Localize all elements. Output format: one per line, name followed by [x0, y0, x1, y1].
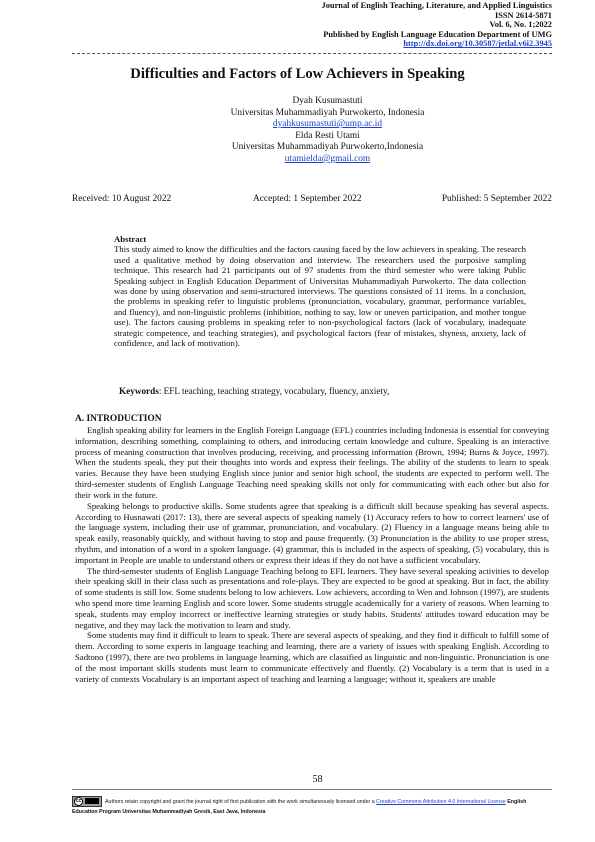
volume-issue: Vol. 6, No. 1;2022 — [489, 20, 552, 30]
issn: ISSN 2614-5871 — [494, 10, 552, 20]
doi-link[interactable]: http://dx.doi.org/10.30587/jetlal.v6i2.3945 — [403, 39, 552, 49]
publisher: Published by English Language Education Department of UMG — [323, 29, 552, 39]
section-heading: A. INTRODUCTION — [75, 414, 162, 424]
abstract — [114, 234, 526, 348]
author-email-link[interactable]: utamielda@gmail.com — [284, 153, 371, 164]
paragraph: Speaking belongs to productive skills. Some students agree that speaking is a difficult skill because speaking has several aspects. According to Husnawati (2017: 13), there are several aspects of speaking namely (1) Accuracy refers to how to correct learners' use of the language system, including their use of grammar, pronunciation, and vocabulary. (2) Fluency in a language means being able to speak easily, reasonably quickly, and without having to stop and pause frequently. (3) Pronunciation is the ability to use proper stress, rhythm, and intonation of a word in a spoken language. (4) grammar, this is included in the aspects of speaking, (5) vocabulary, this is important in People are unable to understand others or express their ideas if they do not have a sufficient vocabulary. — [75, 500, 549, 565]
header-divider — [72, 53, 552, 54]
license-footer — [72, 796, 552, 817]
paragraph: The third-semester students of English Language Teaching belong to EFL learners. They have several speaking activities to develop their speaking skill in their class such as presentations and role-plays. They are expected to be good at speaking. But in fact, the ability of some students is still low. Some students belong to low achievers. Low achievers, according to Wen and Johnson (1997), are students who spend more time learning English and score lower. Some students struggle academically for a variety of reasons. When learning to speak, students may employ incorrect or ineffective learning strategies or study habits. Students' attitudes toward education may be negative, and they may lack the motivation to learn and study. — [75, 565, 549, 630]
author-name: Dyah Kusumastuti — [292, 96, 363, 106]
keywords-text: : EFL teaching, teaching strategy, vocabulary, fluency, anxiety, — [158, 386, 390, 396]
journal-name: Journal of English Teaching, Literature, and Applied Linguistics — [321, 1, 552, 10]
paragraph: Some students may find it difficult to learn to speak. There are several aspects of speaking, and they find it difficult to fulfill some of them. According to some experts in language teaching and learning, there are a variety of issues with speaking English. According to Sadtono (1997), there are two problems in language learning, which are classified as linguistic and non-linguistic. Pronunciation is one of the most important skills students must learn to communicate effectively and fluently. (2) Vocabulary is a term that is used in a variety of contexts Vocabulary is an important aspect of teaching and learning a language; without it, speakers are unable — [75, 630, 549, 684]
paper-title: Difficulties and Factors of Low Achievers in Speaking — [130, 66, 465, 82]
published-date: Published: 5 September 2022 — [441, 194, 552, 204]
author-name: Elda Resti Utami — [295, 130, 360, 141]
received-date: Received: 10 August 2022 — [72, 194, 172, 204]
author-affiliation: Universitas Muhammadiyah Purwokerto,Indonesia — [231, 142, 424, 153]
abstract-heading: Abstract — [114, 234, 147, 244]
journal-header — [322, 1, 552, 49]
keywords — [119, 386, 389, 396]
license-link[interactable]: Creative Commons Attribution 4.0 International License — [376, 798, 506, 805]
paragraph: English speaking ability for learners in the English Foreign Language (EFL) countries including Indonesia is essential for conveying information, describing something, complaining to others, and introducing certain knowledge and culture. Speaking is an interactive process of meaning construction that involves producing, receiving, and processing information (Brown, 1994; Burns & Joyce, 1997). When the students speak, they put their thoughts into words and express their feelings. The ability of the students to learn to speak varies. Because they have been studying English since junior and senior high school, the students are expected to perform well. The third-semester students of English Language Teaching need speaking skills not only for communicating with each other but also for their work in the future. — [75, 425, 549, 500]
abstract-text: This study aimed to know the difficulties and the factors causing faced by the low achievers in speaking. The research used a qualitative method by doing observation and interview. The researchers used the purposive sampling technique. This research had 21 participants out of 97 students from the third semester who were taking Public Speaking subject in English Education Department of Universitas Muhammadiyah Purwokerto. The data collection was done by using observation and semi-structured interviews. The questions consisted of 11 items. In a conclusion, the problems in speaking refer to linguistic problems (pronunciation, vocabulary, grammar, performance variables, and fluency), and non-linguistic problems (inhibition, nothing to say, low or uneven participation, and mother tongue use). The factors causing problems in speaking refer to non-psychological factors (lack of vocabulary, inadequate strategic competence, and teaching strategies), and psychological factors (fear of mistakes, shyness, anxiety, lack of confidence, and lack of motivation). — [114, 244, 526, 349]
author-affiliation: Universitas Muhammadiyah Purwokerto, Indonesia — [230, 107, 425, 118]
body-text — [75, 425, 549, 685]
page-number: 58 — [312, 774, 323, 785]
footer-divider — [72, 789, 552, 790]
author-block — [0, 96, 595, 166]
program-text: English Education Program Universitas Muhammadiyah Gresik, East Java, Indonesia — [72, 798, 527, 815]
license-text: Authors retain copyright and grant the journal right of first publication with the work simultaneously licensed under a — [105, 798, 377, 805]
keywords-label: Keywords — [119, 386, 159, 396]
cc-by-license-icon[interactable]: cc — [72, 796, 102, 807]
author-email-link[interactable]: dyahkusumastuti@ump.ac.id — [272, 119, 383, 130]
accepted-date: Accepted: 1 September 2022 — [253, 194, 362, 204]
